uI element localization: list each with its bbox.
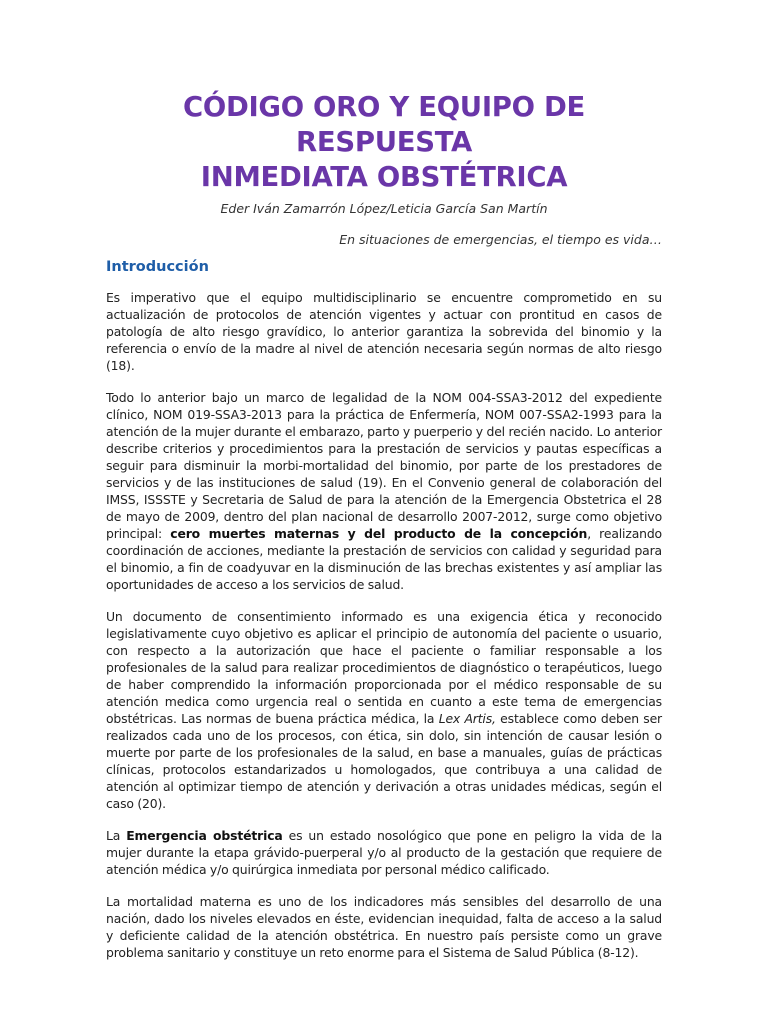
- paragraph-4-text-a: La: [106, 828, 127, 843]
- paragraph-2-emphasis: cero muertes maternas y del producto de la concepción: [170, 526, 588, 541]
- document-page: [106, 90, 662, 961]
- paragraph-2: [106, 389, 662, 593]
- paragraph-4-emphasis: Emergencia obstétrica: [126, 828, 283, 843]
- paragraph-2-text-b: , realizando coordinación de acciones, mediante la prestación de servicios con calidad y seguridad para el binomio, a fin de coadyuvar en la disminución de las brechas existentes y así ampliar las oportunidades de acceso a los servicios de salud.: [106, 526, 662, 592]
- section-heading-introduccion: Introducción: [106, 259, 209, 275]
- paragraph-4-text-b: es un estado nosológico que pone en peligro la vida de la mujer durante la etapa grávido-puerperal y/o al producto de la gestación que requiere de atención médica y/o quirúrgica inmediata por personal médico calificado.: [106, 828, 663, 877]
- paragraph-3-text-b: establece como deben ser realizados cada uno de los procesos, con ética, sin dolo, sin intención de causar lesión o muerte por parte de los profesionales de la salud, en base a manuales, guías de prácticas clínicas, protocolos estandarizados u homologados, que contribuya a una calidad de atención al optimizar tiempo de atención y derivación a otras unidades médicas, según el caso (20).: [106, 711, 663, 811]
- paragraph-3-italic: Lex Artis,: [438, 711, 496, 726]
- authors: Eder Iván Zamarrón López/Leticia García San Martín: [220, 201, 548, 216]
- paragraph-4: [106, 827, 662, 878]
- paragraph-2-text-a: Todo lo anterior bajo un marco de legalidad de la NOM 004-SSA3-2012 del expediente clínico, NOM 019-SSA3-2013 para la práctica de Enfermería, NOM 007-SSA2-1993 para la atención de la mujer durante el embarazo, parto y puerperio y del recién nacido. Lo anterior describe criterios y procedimientos para la prestación de servicios y pautas específicas a seguir para disminuir la morbi-mortalidad del binomio, por parte de los prestadores de servicios y de las instituciones de salud (19). En el Convenio general de colaboración del IMSS, ISSSTE y Secretaria de Salud de para la atención de la Emergencia Obstetrica el 28 de mayo de 2009, dentro del plan nacional de desarrollo 2007-2012, surge como objetivo principal:: [106, 390, 662, 541]
- paragraph-5: La mortalidad materna es uno de los indicadores más sensibles del desarrollo de una nación, dado los niveles elevados en éste, evidencian inequidad, falta de acceso a la salud y deficiente calidad de la atención obstétrica. En nuestro país persiste como un grave problema sanitario y constituye un reto enorme para el Sistema de Salud Pública (8-12).: [106, 894, 662, 960]
- document-title: [106, 90, 662, 195]
- paragraph-3-text-a: Un documento de consentimiento informado es una exigencia ética y reconocido legislativamente cuyo objetivo es aplicar el principio de autonomía del paciente o usuario, con respecto a la autorización que hace el paciente o familiar responsable a los profesionales de la salud para realizar procedimientos de diagnóstico o terapéuticos, luego de haber comprendido la información proporcionada por el médico responsable de su atención medica como urgencia real o sentida en cuanto a este tema de emergencias obstétricas. Las normas de buena práctica médica, la: [106, 609, 662, 726]
- epigraph: En situaciones de emergencias, el tiempo es vida…: [339, 232, 662, 247]
- paragraph-3: [106, 608, 662, 812]
- title-line-2: INMEDIATA OBSTÉTRICA: [200, 161, 568, 193]
- paragraph-1: Es imperativo que el equipo multidisciplinario se encuentre comprometido en su actualización de protocolos de atención vigentes y actuar con prontitud en casos de patología de alto riesgo gravídico, lo anterior garantiza la sobrevida del binomio y la referencia o envío de la madre al nivel de atención necesaria según normas de alto riesgo (18).: [106, 290, 662, 373]
- title-line-1: CÓDIGO ORO Y EQUIPO DE RESPUESTA: [183, 91, 585, 158]
